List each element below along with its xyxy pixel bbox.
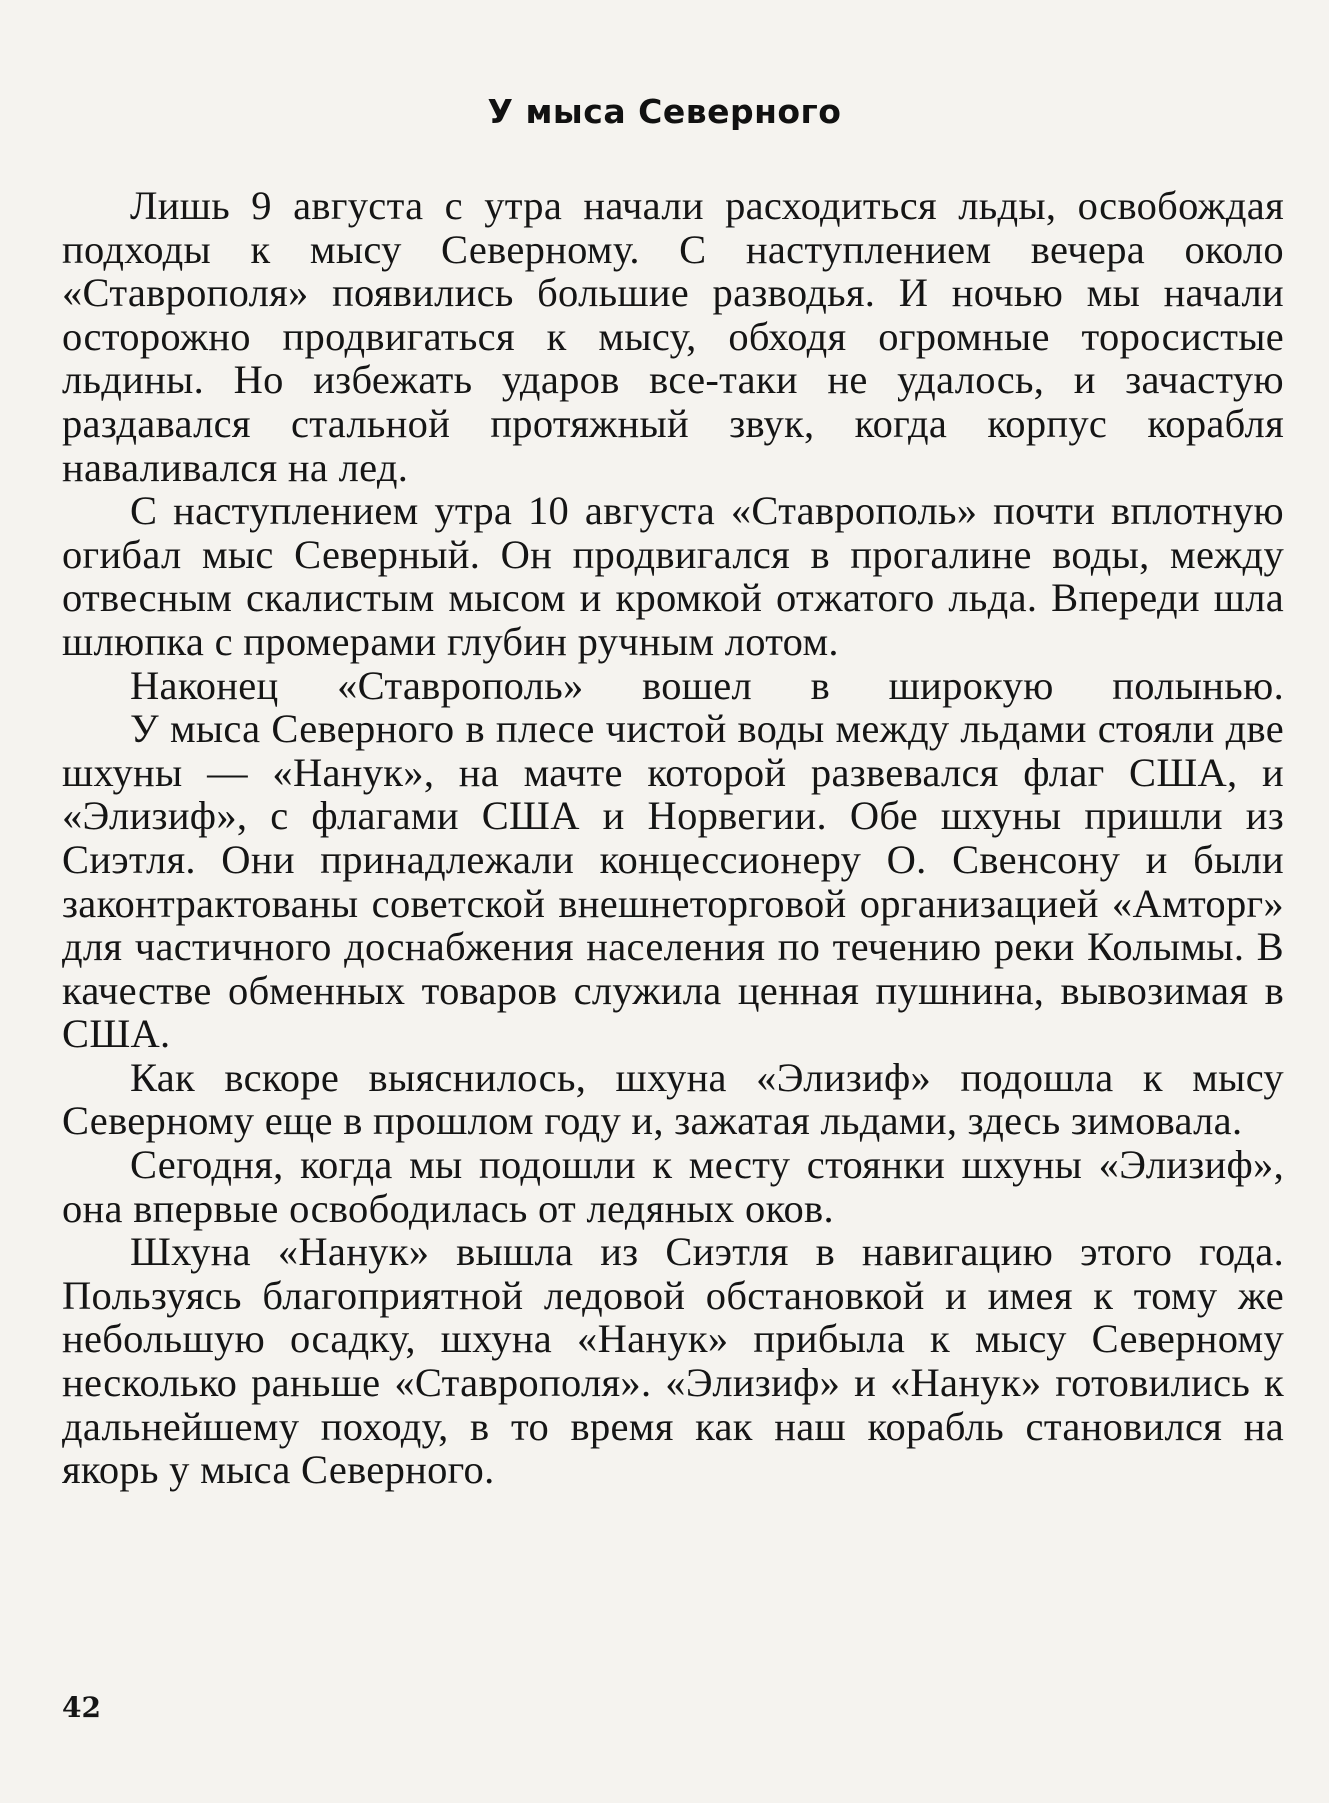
paragraph: Лишь 9 августа с утра начали расходиться льды, освобождая подходы к мысу Северному. С наступлением вечера около «Ставрополя» появились большие разводья. И ночью мы начали осторожно продвигаться к мысу, обходя огромные торосистые льдины. Но избежать ударов все-таки не удалось, и зачастую раздавался стальной протяжный звук, когда корпус корабля наваливался на лед.	[62, 183, 1284, 490]
chapter-title: У мыса Северного	[487, 92, 842, 131]
paragraph: Наконец «Ставрополь» вошел в широкую полынью.	[130, 662, 1284, 708]
paragraph: Как вскоре выяснилось, шхуна «Элизиф» подошла к мысу Северному еще в прошлом году и, зажатая льдами, здесь зимовала.	[62, 1054, 1284, 1144]
paragraph: Шхуна «Нанук» вышла из Сиэтля в навигацию этого года. Пользуясь благоприятной ледовой обстановкой и имея к тому же небольшую осадку, шхуна «Нанук» прибыла к мысу Северному несколько раньше «Ставрополя». «Элизиф» и «Нанук» готовились к дальнейшему походу, в то время как наш корабль становился на якорь у мыса Северного.	[62, 1229, 1284, 1493]
paragraph: С наступлением утра 10 августа «Ставрополь» почти вплотную огибал мыс Северный. Он продвигался в прогалине воды, между отвесным скалистым мысом и кромкой отжатого льда. Впереди шла шлюпка с промерами глубин ручным лотом.	[62, 488, 1284, 664]
paragraph: У мыса Северного в плесе чистой воды между льдами стояли две шхуны — «Нанук», на мачте которой развевался флаг США, и «Элизиф», с флагами США и Норвегии. Обе шхуны пришли из Сиэтля. Они принадлежали концессионеру О. Свенсону и были законтрактованы советской внешнеторговой организацией «Амторг» для частичного доснабжения населения по течению реки Колымы. В качестве обменных товаров служила ценная пушнина, вывозимая в США.	[62, 706, 1284, 1057]
paragraph: Сегодня, когда мы подошли к месту стоянки шхуны «Элизиф», она впервые освободилась от ледяных оков.	[62, 1142, 1284, 1231]
chapter-body	[62, 184, 1284, 1492]
page-number: 42	[62, 1691, 101, 1724]
